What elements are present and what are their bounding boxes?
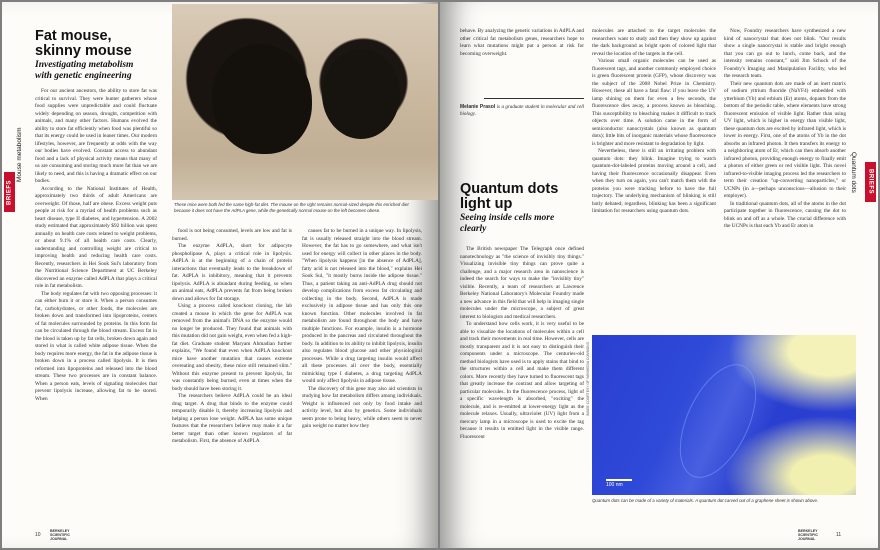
section-tab: Quantum dots: [850, 152, 857, 193]
continued-column: [460, 28, 584, 58]
article-title: [35, 29, 175, 59]
paragraph: The enzyme AdPLA, short for adipocyte phospholipase A, plays a critical role in lipolysis. AdPLA is at the beginning of a chain of protein interactions that eventually leads to the breakdown of fat. AdPLA is inhibitory, meaning that it prevents lipolysis. AdPLA is abundant during feeding, so when an animal eats, AdPLA prevents fat from being broken down and allows for fat storage.: [172, 243, 292, 302]
column-1: [460, 246, 584, 441]
briefs-tab: BRIEFS: [4, 172, 15, 212]
mast-line: JOURNAL: [798, 537, 816, 542]
paragraph: behave. By analyzing the genetic variations in AdPLA and other critical fat metabolism genes, researchers hope to learn what mutations might put a person at risk for becoming overweight.: [460, 28, 585, 57]
title-line-2: skinny mouse: [35, 43, 132, 59]
column-2: [592, 28, 716, 216]
paragraph: causes fat to be burned in a unique way. In lipolysis, fat is usually released straight into the blood stream. However, the fat has to go somewhere, and what isn't used for energy will collect in other places in the body. "When lipolysis happens [in the absence of AdPLA], fatty acid is not released into the blood," explains Hei Sook Sul, "it mostly burns inside the adipose tissue." Thus, a patient taking an anti-AdPLA drug should not develop complications from excess fat circulating and collecting in the body. Second, AdPLA is made exclusively in adipose tissue and has only this one known function. Other molecules involved in fat metabolism are found throughout the body and have multiple functions. For example, insulin is a hormone produced in the pancreas and circulated throughout the body. In addition to its ability to inhibit lipolysis, insulin also regulates blood glucose and other physiological processes. While a drug targeting insulin would affect all these processes all over the body, essentially mimicking type I diabetes, a drug targeting AdPLA would only affect lipolysis in adipose tissue.: [302, 228, 422, 384]
paragraph: food is not being consumed, levels are low and fat is burned.: [172, 228, 292, 242]
paragraph: Using a process called knockout cloning, the lab created a mouse in which the gene for AdPLA was removed from the animal's DNA so the enzyme would no longer be produced. They found that animals with this mutation did not gain weight, even when fed a high-fat diet. Graduate student Maryam Ahmadian further explains, "We found that even when AdPLA knockout mice have another mutation that causes extreme overeating and obesity, these mice still remained slim." Without this enzyme present to prevent lipolysis, fat was constantly being burned, even at times when the body should have been storing it.: [172, 303, 292, 392]
paragraph: The discovery of this gene may also aid scientists in studying how fat metabolism differs among individuals. Weight is influenced not only by food intake and activity level, but also by genetics. Some individuals seem prone to being heavy, while others seem to never gain weight no matter how they: [302, 385, 422, 429]
paragraph: For our ancient ancestors, the ability to store fat was critical to survival. They were hunter gatherers whose food supplies were unpredictable and could fluctuate widely depending on season, drought, competition with animals, and many other factors. Humans evolved the ability to store fat efficiently when food was plentiful so that its energy could be used in leaner times. Our modern lifestyles, however, are frequently at odds with the way our bodies have evolved. Constant access to abundant food and a lack of physical activity means that many of us are consuming and storing much more fat than we are likely to need, and this is having a dramatic effect on our bodies.: [35, 88, 157, 184]
article-subtitle: Seeing inside cells more clearly: [460, 213, 555, 234]
paragraph: To understand how cells work, it is very useful to be able to visualize the locations of molecules within a cell and track their movements in real time. However, cells are mostly transparent and it is not easy to distinguish their components under a microscope. The centuries-old method biologists have used is to apply stains that bind to the structures within a cell and make them different colors. More recently they have turned to fluorescent tags that greatly increase the contrast and allow targeting of particular molecules. In the fluorescence process, light of a specific wavelength is absorbed, "exciting" the molecule, and is re-emitted at lower-energy light as the molecule relaxes. Usually, ultraviolet (UV) light from a mercury lamp in a microscope is used to excite the tag because it results in emitted light in the visible range. Fluorescent: [460, 321, 584, 440]
obese-mouse: [212, 44, 312, 154]
paragraph: molecules are attached to the target molecules the researchers want to study and then they show up against the dark background as bright spots of colored light that reveal the location of the targets in the cell.: [592, 28, 716, 57]
paragraph: Nevertheless, there is still an irritating problem with quantum dots: they blink. Imagine trying to watch quantum-dot-labeled proteins moving around a cell, and having their fluorescence occasionally disappear. Even when they turn on again, you can't match them with the proteins you were tracking before to have the full trajectory. The underlying mechanism of blinking is still hotly debated; regardless, blinking has been a significant limitation for researchers using quantum dots.: [592, 148, 716, 214]
paragraph: Various small organic molecules can be used as fluorescent tags, and another commonly employed choice is green fluorescent protein (GFP), whose discovery was the subject of the 2008 Nobel Prize in Chemistry. However, these all have a fatal flaw: if you leave the UV lamp shining on them for even a few seconds, the fluorescence dies away, a process known as bleaching. This susceptibility to bleaching makes it difficult to track objects over time. A solution came in the form of semiconductor nanocrystals (also known as quantum dots); little bits of inorganic materials whose fluorescence is brighter and more resistant to degradation by light.: [592, 58, 716, 147]
page-number: 10: [35, 532, 41, 538]
column-3: [302, 228, 422, 431]
journal-masthead: [798, 529, 818, 542]
title-line-1: Quantum dots: [460, 181, 559, 197]
mast-line: JOURNAL: [50, 537, 68, 542]
photo-caption: These mice were both fed the same high-fat diet. The mouse on the right remains normal-sized despite this enriched diet because it does not have the AdPLA gene, while the genetically normal mouse on the left becomes obese.: [174, 202, 409, 213]
mast-line: BERKELEY: [50, 529, 70, 533]
paragraph: The British newspaper The Telegraph once defined nanotechnology as "the science of invisibly tiny things." Visualizing invisible tiny things can prove quite a challenge, and a major research area in nanoscience is indeed the search for ways to make the "invisibly tiny" visible. Recently, a team of researchers at Lawrence Berkeley National Laboratory's Molecular Foundry made a new advance in this field that will help in imaging single molecules under the microscope, a subject of great interest to biologists and medical researchers.: [460, 246, 585, 320]
paragraph: According to the National Institutes of Health, approximately two thirds of adult Americans are overweight. Of those, half are obese. Excess weight puts people at risk for a myriad of health problems such as heart disease, type II diabetes, and hypertension. A 2002 study estimated that approximately $92 billion was spent annually on health care costs related to weight problems, or about 9.1% of all health care costs. Clearly, understanding and controlling weight are critical to improving health and reducing health care costs. Recently, researchers in Hei Sook Sul's laboratory from the Nutritional Science Department at UC Berkeley discovered an enzyme called AdPLA that plays a critical role in fat metabolism.: [35, 185, 157, 289]
author-description: is a graduate student in molecular and cell biology.: [460, 105, 585, 117]
quantum-dot-micrograph: [592, 335, 856, 495]
slim-mouse: [322, 49, 400, 139]
paragraph: In traditional quantum dots, all of the atoms in the dot participate together in fluorescence, causing the dot to blink on and off as a whole. The crucial difference with the UCNPs is that each Yb and Er atom in: [724, 200, 846, 229]
article-subtitle: Investigating metabolism with genetic engineering: [35, 60, 134, 81]
column-2: [172, 228, 292, 446]
mast-line: SCIENTIFIC: [50, 533, 70, 538]
graphene-dot-outline: [664, 353, 772, 490]
mast-line: SCIENTIFIC: [798, 533, 818, 538]
column-3: [724, 28, 846, 231]
article-title: [460, 182, 590, 212]
paragraph: Their new quantum dots are made of an inert matrix of sodium yttrium fluoride (NaYF4) embedded with ytterbium (Yb) and erbium (Er) atoms, dopants from the bottom of the periodic table, where elements have strong fluorescent emission of visible light. Rather than using UV light, which is higher in energy than visible light, these quantum dots are excited by infrared light, which is lower in energy. First, one of the atoms of Yb in the dot absorbs an infrared photon. It then transfers its energy to a neighboring atom of Er, which can then absorb another infrared photon, providing enough energy to finally emit a photon of either green or red visible light. This novel infrared-to-visible imaging process led the researchers to term their creation "up-converting nanoparticles," or UCNPs (in a—perhaps unconscious—allusion to their employer).: [724, 80, 846, 199]
title-line-2: light up: [460, 196, 513, 212]
scale-bar: [606, 479, 632, 481]
author-rule: [484, 98, 584, 99]
section-tab: Mouse metabolism: [16, 127, 23, 182]
column-1: [35, 88, 157, 403]
right-page: [440, 2, 878, 548]
author-bio: [460, 104, 584, 118]
mice-photo: [172, 4, 438, 200]
left-page: [2, 2, 438, 548]
briefs-tab: BRIEFS: [865, 162, 876, 202]
photo-floor: [172, 154, 438, 200]
photo-caption: Quantum dots can be made of a variety of materials. A quantum dot carved out of a graphene sheet is shown above.: [592, 498, 819, 503]
journal-masthead: [50, 529, 70, 542]
paragraph: Now, Foundry researchers have synthesized a new kind of nanocrystal that does not blink. "Our results show a single nanocrystal is stable and bright enough that you can go out to lunch, come back, and the intensity remains constant," said Jim Schuck of the Foundry's Imaging and Manipulation Facility, who led the research team.: [724, 28, 846, 79]
paragraph: The researchers believe AdPLA could be an ideal drug target. A drug that binds to the enzyme could temporarily disable it, thereby increasing lipolysis and helping a person lose weight. AdPLA has some unique features that the researchers believe may make it a far better target than other known regulators of fat metabolism. First, the absence of AdPLA: [172, 393, 292, 444]
author-name: Melanie Prasol: [460, 104, 496, 110]
page-number: 11: [836, 532, 842, 538]
photo-credit: IMAGE COURTESY OF WIKIMEDIA COMMONS: [586, 342, 590, 417]
mast-line: BERKELEY: [798, 529, 818, 533]
paragraph: The body regulates fat with two opposing processes: it can either burn it or store it. When a person consumes fat, carbohydrates, or other foods, the molecules are broken down and transformed into lipoproteins, centers of fat molecules surrounded by proteins. In this form fat can be circulated through the blood stream. Excess fat in the blood is taken up by fat cells, broken down again and stored in what is called white adipose tissue. When the body requires more energy, the fat in the adipose tissue is broken down in a process called lipolysis. It is then reformed into lipoproteins and released into the blood stream. These two processes are in constant balance. When a person eats, levels of signaling molecules that prevent lipolysis increase, allowing fat to be stored. When: [35, 290, 157, 402]
scale-bar-label: 100 nm: [606, 482, 623, 488]
title-line-1: Fat mouse,: [35, 28, 112, 44]
